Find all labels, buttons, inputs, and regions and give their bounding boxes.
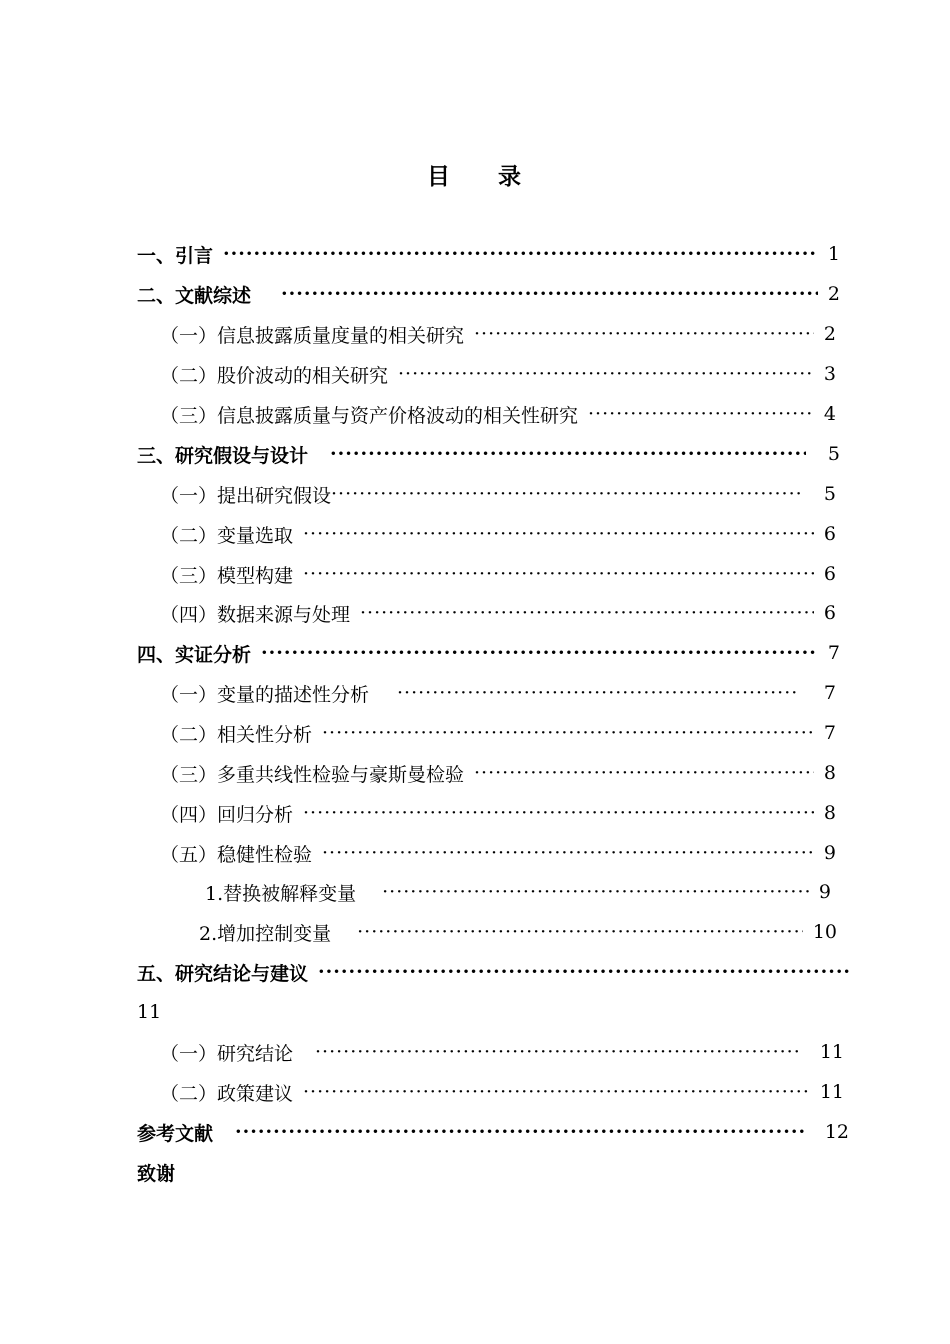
toc-entry[interactable] [160,838,836,868]
toc-title-char-1: 目 [427,164,452,190]
toc-entry-label: 四、实证分析 [137,643,252,666]
toc-leader-dots [315,1037,798,1067]
toc-entry-page: 4 [823,403,836,425]
toc-entry-label: （一）信息披露质量度量的相关研究 [160,324,465,347]
toc-leader-dots [357,917,803,947]
toc-entry[interactable] [160,718,836,748]
toc-entry[interactable] [137,1157,337,1187]
toc-entry-label: 三、研究假设与设计 [137,444,309,467]
toc-leader-dots [303,519,814,549]
toc-entry-label: 1.替换被解释变量 [205,882,357,905]
toc-entry-label: （二）股价波动的相关研究 [160,364,389,387]
toc-entry[interactable] [199,917,837,947]
toc-leader-dots [382,877,809,907]
toc-entry[interactable] [160,479,836,509]
toc-entry-page: 11 [137,1001,162,1023]
toc-entry-label: （二）政策建议 [160,1082,294,1105]
toc-entry[interactable] [160,359,836,389]
toc-entry[interactable] [160,758,836,788]
toc-entry[interactable] [160,559,836,589]
toc-entry-label: （一）变量的描述性分析 [160,683,370,706]
toc-leader-dots [360,598,814,628]
toc-entry-label: （一）研究结论 [160,1042,294,1065]
toc-entry-page: 11 [819,1081,844,1103]
toc-title [0,158,950,191]
toc-entry-page: 12 [824,1121,849,1143]
toc-entry-page: 11 [819,1041,844,1063]
toc-leader-dots [303,798,814,828]
toc-entry[interactable] [137,1117,849,1147]
toc-entry[interactable] [160,1037,844,1067]
toc-entry-label: （五）稳健性检验 [160,843,313,866]
toc-entry[interactable] [137,279,840,309]
toc-entry[interactable] [160,1077,844,1107]
toc-leader-dots [223,239,818,269]
toc-leader-dots [261,638,818,668]
toc-entry-page: 1 [827,243,840,265]
toc-entry-label: （二）变量选取 [160,524,294,547]
toc-entry-page: 6 [823,563,836,585]
toc-entry[interactable] [137,638,840,668]
toc-leader-dots [397,678,800,708]
toc-entry-label: （三）多重共线性检验与豪斯曼检验 [160,763,465,786]
toc-leader-dots [588,399,814,429]
toc-entry-page: 7 [827,642,840,664]
toc-entry-page: 5 [823,483,836,505]
toc-leader-dots [303,1077,810,1107]
toc-entry[interactable] [160,319,836,349]
toc-leader-dots [318,957,849,987]
toc-entry-page: 6 [823,523,836,545]
toc-entry-page: 9 [818,881,831,903]
toc-entry-page: 2 [823,323,836,345]
toc-entry-page: 7 [823,722,836,744]
toc-leader-dots [331,479,800,509]
toc-leader-dots [474,758,814,788]
toc-entry-page: 8 [823,762,836,784]
toc-leader-dots [303,559,814,589]
toc-entry[interactable] [137,957,849,987]
toc-entry[interactable] [160,678,836,708]
toc-entry-page: 8 [823,802,836,824]
toc-entry-page: 7 [823,682,836,704]
toc-entry[interactable] [137,439,840,469]
toc-entry-label: （四）回归分析 [160,803,294,826]
toc-entry-label: （三）模型构建 [160,564,294,587]
toc-leader-dots [398,359,814,389]
toc-entry-page: 10 [812,921,837,943]
toc-entry-label: 一、引言 [137,244,214,267]
toc-entry-page: 9 [823,842,836,864]
toc-leader-dots [330,439,806,469]
toc-entry[interactable] [160,598,836,628]
toc-entry[interactable] [160,399,836,429]
toc-entry-label: （二）相关性分析 [160,723,313,746]
toc-leader-dots [322,718,814,748]
toc-leader-dots [322,838,814,868]
toc-entry-label: 五、研究结论与建议 [137,962,309,985]
toc-entry-page: 3 [823,363,836,385]
toc-entry-label: （一）提出研究假设 [160,484,332,507]
toc-entry-label: 致谢 [137,1162,176,1185]
toc-leader-dots [281,279,818,309]
toc-entry-label: 二、文献综述 [137,284,252,307]
toc-entry-page: 5 [827,443,840,465]
toc-entry-label: 2.增加控制变量 [199,922,332,945]
toc-entry[interactable] [137,239,840,269]
toc-entry[interactable] [160,519,836,549]
toc-entry[interactable] [205,877,831,907]
toc-entry-label: （三）信息披露质量与资产价格波动的相关性研究 [160,404,579,427]
toc-entry-label: 参考文献 [137,1122,214,1145]
toc-leader-dots [235,1117,805,1147]
toc-title-char-2: 录 [498,164,523,190]
toc-entry-label: （四）数据来源与处理 [160,603,351,626]
toc-entry[interactable] [160,798,836,828]
toc-entry-page: 6 [823,602,836,624]
toc-entry-page: 2 [827,283,840,305]
toc-leader-dots [474,319,814,349]
